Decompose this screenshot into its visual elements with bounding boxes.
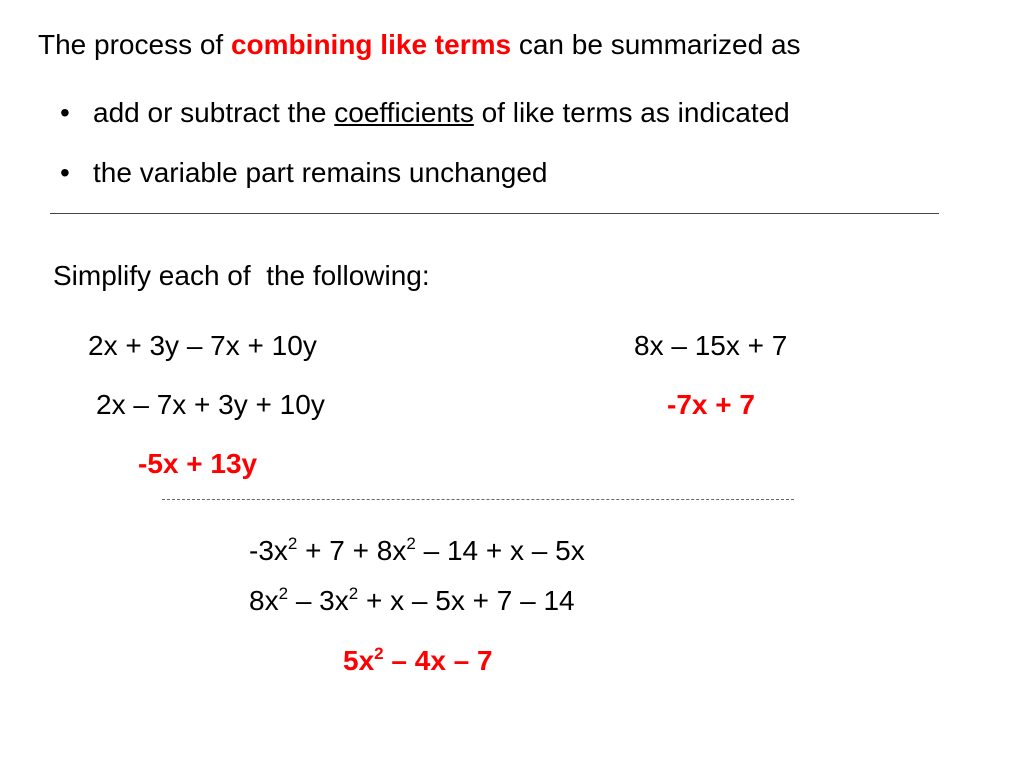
term: – 14 + x – 5x [415,535,585,566]
bullet-underlined-term: coefficients [334,97,474,128]
problem2-expression: 8x – 15x + 7 [634,330,788,361]
section-divider [50,213,939,214]
intro-line [38,31,801,59]
problem-divider [162,499,794,500]
exponent: 2 [287,534,298,553]
exponent: 2 [374,644,384,663]
problem1-rearranged: 2x – 7x + 3y + 10y [96,389,325,420]
term: – 4x – 7 [383,645,493,676]
bullet-marker: • [60,97,70,128]
bullet-marker: • [60,157,70,188]
exponent: 2 [348,584,359,603]
intro-highlight: combining like terms [230,29,512,60]
intro-suffix: can be summarized as [511,29,801,60]
bullet-text: the variable part remains unchanged [93,157,548,188]
term: – 3x [288,585,349,616]
problem1-answer: -5x + 13y [138,448,258,479]
term: + x – 5x + 7 – 14 [358,585,575,616]
simplify-prompt: Simplify each of the following: [53,260,430,291]
term: -3x [249,535,288,566]
term: 5x [343,645,375,676]
intro-prefix: The process of [38,29,231,60]
term: 8x [249,585,279,616]
bullet-text-before: add or subtract the [93,97,335,128]
problem2-answer: -7x + 7 [667,389,755,420]
bullet-variable-part [60,159,548,187]
problem3-line1 [249,534,585,566]
term: + 7 + 8x [297,535,407,566]
problem3-line2 [249,584,575,616]
problem1-expression: 2x + 3y – 7x + 10y [88,330,317,361]
problem3-answer [343,644,493,676]
exponent: 2 [406,534,416,553]
exponent: 2 [278,584,289,603]
bullet-coefficients [60,99,790,127]
bullet-text-after: of like terms as indicated [473,97,790,128]
